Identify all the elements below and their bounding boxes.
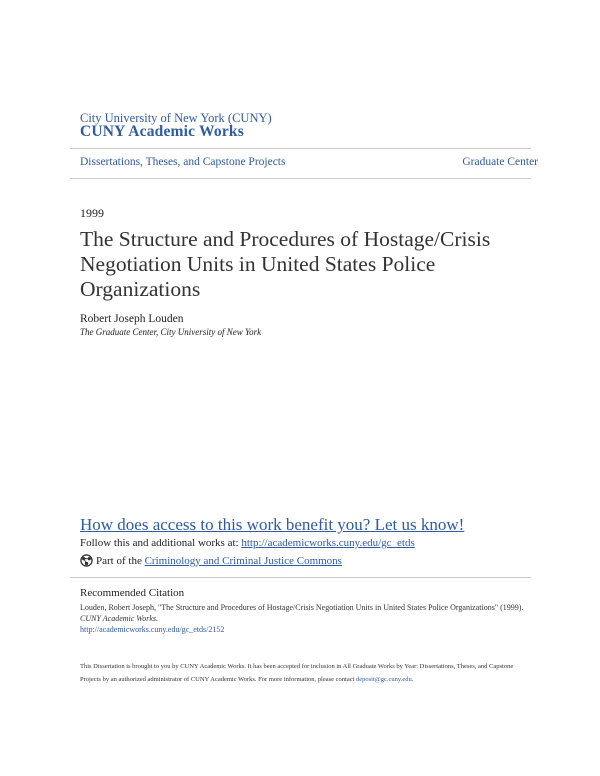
unit-link[interactable]: Graduate Center [462,156,538,168]
header-divider [70,148,531,149]
follow-line [80,537,415,549]
contact-email-link[interactable]: deposit@gc.cuny.edu [356,676,412,683]
breadcrumb-divider [70,178,531,179]
notice-end: . [411,676,414,683]
part-of-line [80,554,342,567]
access-feedback-link[interactable]: How does access to this work benefit you? Let us know! [80,515,465,534]
document-title: The Structure and Procedures of Hostage/Crisis Negotiation Units in United States Police Organizations [80,227,491,301]
part-prefix: Part of the [96,554,142,567]
follow-url-link[interactable]: http://academicworks.cuny.edu/gc_etds [241,537,415,549]
collection-link[interactable]: Dissertations, Theses, and Capstone Projects [80,156,286,168]
citation-divider [70,577,531,578]
citation-block [80,602,530,635]
citation-publisher: CUNY Academic Works. [80,614,158,623]
repository-notice [80,660,535,686]
citation-url-link[interactable]: http://academicworks.cuny.edu/gc_etds/2152 [80,625,225,634]
citation-text: Louden, Robert Joseph, "The Structure and Procedures of Hostage/Crisis Negotiation Units in United States Police Organizations" (1999). [80,603,524,612]
commons-link[interactable]: Criminology and Criminal Justice Commons [144,554,342,567]
citation-heading: Recommended Citation [80,587,185,599]
publication-year: 1999 [80,206,104,220]
author-name: Robert Joseph Louden [80,313,184,325]
institution-name[interactable]: City University of New York (CUNY) [80,111,272,125]
follow-prefix: Follow this and additional works at: [80,537,239,549]
notice-text: This Dissertation is brought to you by CUNY Academic Works. It has been accepted for inclusion in All Graduate Works by Year: Dissertations, Theses, and Capstone Projects by an authorized administrator of CUNY Academic Works. For more information, please contact [80,663,514,683]
network-icon [80,554,93,567]
site-title[interactable]: CUNY Academic Works [80,123,244,140]
author-affiliation: The Graduate Center, City University of New York [80,327,262,337]
